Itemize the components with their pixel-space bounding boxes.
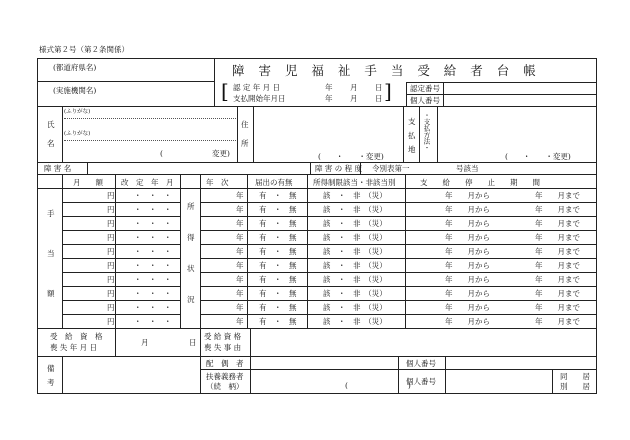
row-revision-date: ・ ・ ・ (134, 289, 172, 298)
payment-start-label: 支払開始年月日 (233, 94, 286, 103)
personal-number-right (445, 356, 446, 394)
allowance-label-2: 当 (47, 249, 55, 258)
spouse-personal-number: 個人番号 (406, 359, 436, 368)
number-box-middle (406, 94, 597, 95)
row-yen: 円 (107, 205, 115, 214)
row-suspension-from: 年 月から (445, 303, 490, 312)
row-line (62, 272, 180, 273)
row-line (200, 300, 597, 301)
name-label-1: 氏 (47, 120, 55, 129)
row-report: 有 ・ 無 (259, 205, 297, 214)
row-report: 有 ・ 無 (259, 289, 297, 298)
furigana-1-line (64, 118, 236, 119)
payee-method-divider (437, 106, 438, 162)
row-line (200, 272, 597, 273)
row-suspension-to: 年 月まで (535, 317, 580, 326)
footer-mid-line (37, 356, 597, 357)
row-suspension-to: 年 月まで (535, 219, 580, 228)
row-revision-date: ・ ・ ・ (134, 233, 172, 242)
name-label-divider (62, 106, 63, 162)
row-year: 年 (236, 219, 244, 228)
row-limit: 該 ・ 非 （災） (323, 247, 387, 256)
border-top (37, 58, 597, 59)
row-yen: 円 (107, 303, 115, 312)
pay-day: 日 (375, 94, 383, 103)
row-line (200, 202, 597, 203)
allowance-label-3: 額 (47, 289, 55, 298)
header-divider (214, 58, 215, 106)
person-row-bottom (37, 162, 597, 163)
table-bottom (37, 328, 597, 329)
pay-year: 年 (325, 94, 333, 103)
disability-name-label: 障 害 名 (44, 164, 72, 173)
col-header-report: 届出の有無 (255, 178, 293, 187)
row-year: 年 (236, 275, 244, 284)
cohabit-divider (552, 369, 553, 394)
allowance-label-1: 手 (47, 209, 55, 218)
agency-label: (実施機関名) (53, 86, 97, 95)
spouse-label: 配 偶 者 (206, 359, 244, 368)
row-year: 年 (236, 303, 244, 312)
row-year: 年 (236, 289, 244, 298)
row-year: 年 (236, 191, 244, 200)
row-report: 有 ・ 無 (259, 233, 297, 242)
col-header-limit: 所得制限該当・非該当別 (313, 178, 396, 187)
address-label-2: 所 (241, 139, 249, 148)
loss-date-divider (115, 328, 116, 356)
name-label-2: 名 (47, 139, 55, 148)
prefecture-line (37, 81, 215, 82)
col-allowance (62, 174, 63, 328)
disability-row-bottom (37, 174, 597, 175)
address-payee-divider (403, 106, 404, 162)
row-report: 有 ・ 無 (259, 219, 297, 228)
row-line (200, 244, 597, 245)
row-suspension-to: 年 月まで (535, 303, 580, 312)
address-label-1: 住 (241, 120, 249, 129)
payee-label-3: 地 (408, 145, 416, 154)
income-label-3: 状 (187, 264, 195, 273)
row-year: 年 (236, 317, 244, 326)
row-revision-date: ・ ・ ・ (134, 303, 172, 312)
form-number: 様式第２号（第２条関係） (39, 45, 129, 54)
name-paren-open: ( (160, 149, 163, 158)
col-header-year: 年 次 (206, 178, 229, 187)
row-suspension-from: 年 月から (445, 289, 490, 298)
supporter-label-1: 扶養義務者 (206, 372, 244, 381)
payee-change: ( ・ ・変更) (505, 152, 571, 161)
row-yen: 円 (107, 219, 115, 228)
row-report: 有 ・ 無 (259, 275, 297, 284)
remarks-label-1: 備 (47, 364, 55, 373)
remarks-label-2: 考 (47, 378, 55, 387)
disability-degree-label: 障 害 の 程 度 (315, 164, 363, 173)
row-line (62, 258, 180, 259)
row-revision-date: ・ ・ ・ (134, 317, 172, 326)
pay-month: 月 (350, 94, 358, 103)
row-revision-date: ・ ・ ・ (134, 191, 172, 200)
cert-date-label: 認 定 年 月 日 (233, 83, 281, 92)
row-limit: 該 ・ 非 （災） (323, 219, 387, 228)
cohabit-label: 同 居 (560, 372, 590, 381)
row-line (62, 216, 180, 217)
cert-year: 年 (325, 83, 333, 92)
border-bottom (37, 393, 597, 394)
col-limit (405, 174, 406, 328)
payment-method: ・支払方法・ (422, 112, 431, 151)
furigana-2-line (64, 140, 236, 141)
separate-label: 別 居 (560, 382, 590, 391)
row-limit: 該 ・ 非 （災） (323, 289, 387, 298)
table-header-bottom (37, 188, 597, 189)
disability-name-divider (87, 162, 88, 174)
loss-reason-label-1: 受 給 資 格 (204, 332, 242, 341)
disability-degree-left (310, 162, 311, 174)
row-report: 有 ・ 無 (259, 261, 297, 270)
cert-number-label: 認定番号 (410, 84, 440, 93)
disability-item-label: 号該当 (456, 164, 479, 173)
row-line (200, 286, 597, 287)
row-line (62, 286, 180, 287)
row-line (200, 314, 597, 315)
border-left (37, 58, 38, 394)
payee-label-divider (419, 106, 420, 162)
row-suspension-from: 年 月から (445, 205, 490, 214)
cert-day: 日 (375, 83, 383, 92)
row-suspension-to: 年 月まで (535, 275, 580, 284)
row-line (62, 202, 180, 203)
page-title: 障 害 児 福 祉 手 当 受 給 者 台 帳 (232, 63, 541, 78)
row-line (62, 230, 180, 231)
row-line (200, 258, 597, 259)
row-year: 年 (236, 233, 244, 242)
col-header-amount: 月 額 (73, 178, 103, 187)
row-limit: 該 ・ 非 （災） (323, 303, 387, 312)
row-yen: 円 (107, 275, 115, 284)
row-limit: 該 ・ 非 （災） (323, 275, 387, 284)
disability-table-ref: 令別表第一 (372, 164, 410, 173)
payee-label-1: 支 (408, 117, 416, 126)
supporter-label-2: （続 柄） (206, 382, 244, 391)
row-yen: 円 (107, 247, 115, 256)
row-limit: 該 ・ 非 （災） (323, 261, 387, 270)
row-suspension-from: 年 月から (445, 219, 490, 228)
col-amount (115, 174, 116, 328)
row-revision-date: ・ ・ ・ (134, 219, 172, 228)
row-revision-date: ・ ・ ・ (134, 275, 172, 284)
row-line (62, 244, 180, 245)
row-suspension-to: 年 月まで (535, 289, 580, 298)
income-label-2: 得 (187, 233, 195, 242)
income-label-1: 所 (187, 202, 195, 211)
row-suspension-to: 年 月まで (535, 191, 580, 200)
row-line (62, 300, 180, 301)
col-report (307, 174, 308, 328)
row-line (200, 216, 597, 217)
number-box-top (406, 82, 597, 83)
remarks-divider (62, 356, 63, 394)
loss-day: 日 (189, 338, 197, 347)
loss-reason-label-2: 喪 失 事 由 (204, 343, 242, 352)
col-header-suspension: 支 給 停 止 期 間 (420, 178, 540, 187)
spouse-divider (250, 356, 251, 394)
row-revision-date: ・ ・ ・ (134, 205, 172, 214)
row-revision-date: ・ ・ ・ (134, 247, 172, 256)
row-suspension-from: 年 月から (445, 317, 490, 326)
border-right (596, 58, 597, 394)
row-yen: 円 (107, 289, 115, 298)
row-year: 年 (236, 261, 244, 270)
name-address-divider (237, 106, 238, 162)
row-line (200, 230, 597, 231)
row-year: 年 (236, 205, 244, 214)
supporter-paren: ( ) (345, 381, 411, 390)
loss-date-label-1: 受 給 資 格 (50, 332, 103, 341)
cert-month: 月 (350, 83, 358, 92)
row-report: 有 ・ 無 (259, 303, 297, 312)
row-year: 年 (236, 247, 244, 256)
header-bottom-line (37, 106, 597, 107)
loss-reason-right (250, 328, 251, 356)
loss-date-label-2: 喪 失 年 月 日 (50, 343, 98, 352)
furigana-1: (ふりがな) (64, 109, 91, 115)
row-suspension-from: 年 月から (445, 261, 490, 270)
col-year (247, 174, 248, 328)
row-report: 有 ・ 無 (259, 191, 297, 200)
row-limit: 該 ・ 非 （災） (323, 191, 387, 200)
row-report: 有 ・ 無 (259, 317, 297, 326)
row-suspension-to: 年 月まで (535, 261, 580, 270)
col-income (200, 174, 201, 328)
row-suspension-to: 年 月まで (535, 247, 580, 256)
loss-reason-left (200, 328, 201, 394)
address-label-divider (253, 106, 254, 162)
row-yen: 円 (107, 233, 115, 242)
row-suspension-from: 年 月から (445, 233, 490, 242)
payee-label-2: 払 (408, 131, 416, 140)
bracket-left: [ (221, 79, 229, 103)
col-header-revision: 改 定 年 月 (121, 178, 174, 187)
row-suspension-from: 年 月から (445, 247, 490, 256)
personal-number-label: 個人番号 (410, 96, 440, 105)
row-limit: 該 ・ 非 （災） (323, 205, 387, 214)
name-change-label: 変更) (212, 149, 230, 158)
bracket-right: ] (384, 79, 392, 103)
row-limit: 該 ・ 非 （災） (323, 317, 387, 326)
col-revision (180, 174, 181, 328)
row-report: 有 ・ 無 (259, 247, 297, 256)
row-limit: 該 ・ 非 （災） (323, 233, 387, 242)
row-line (62, 314, 180, 315)
supporter-personal-number: 個人番号 (406, 377, 436, 386)
row-revision-date: ・ ・ ・ (134, 261, 172, 270)
row-suspension-from: 年 月から (445, 191, 490, 200)
row-suspension-to: 年 月まで (535, 205, 580, 214)
row-yen: 円 (107, 261, 115, 270)
row-yen: 円 (107, 317, 115, 326)
loss-month: 月 (141, 338, 149, 347)
prefecture-label: (都道府県名) (53, 63, 97, 72)
address-change: ( ・ ・変更) (318, 152, 384, 161)
row-yen: 円 (107, 191, 115, 200)
income-label-4: 況 (187, 295, 195, 304)
row-suspension-to: 年 月まで (535, 233, 580, 242)
furigana-2: (ふりがな) (64, 131, 91, 137)
row-suspension-from: 年 月から (445, 275, 490, 284)
